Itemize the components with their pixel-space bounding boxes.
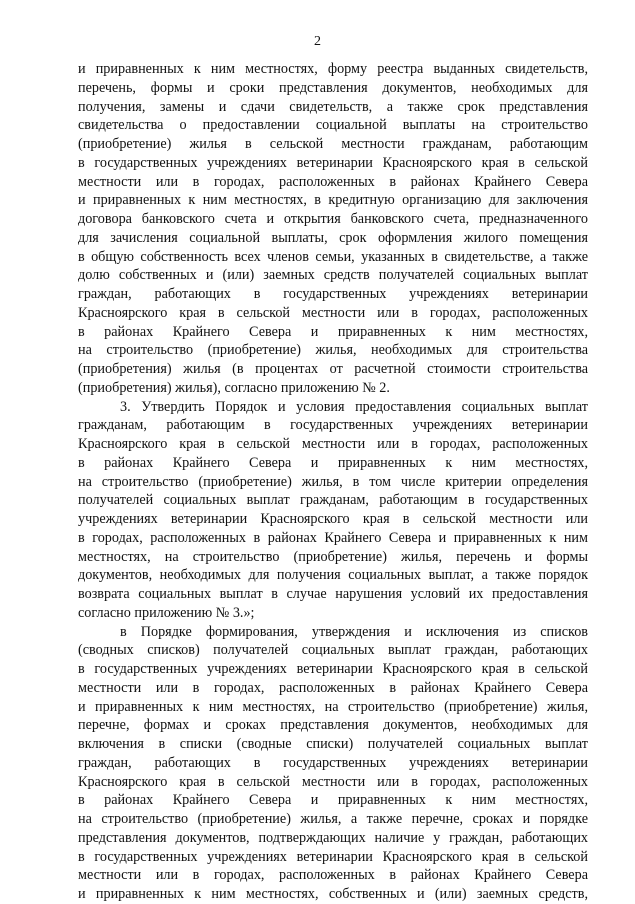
text-line: в государственных учреждениях ветеринарии Красноярского края в сельской (78, 661, 588, 677)
page-number: 2 (314, 34, 321, 49)
text-line: Красноярского края в сельской местности или в городах, расположенных (78, 304, 588, 321)
text-line: (приобретение) жилья в сельской местности гражданам, работающим (78, 136, 588, 152)
text-line: местности или в городах, расположенных в районах Крайнего Севера (78, 173, 588, 190)
text-line: долю собственных и (или) заемных средств получателей социальных выплат (78, 267, 588, 284)
text-line: включения в списки (сводные списки) получателей социальных выплат (78, 736, 588, 752)
text-line: и приравненных к ним местностях, собственных и (или) заемных средств, (78, 886, 588, 902)
text-line: граждан, работающих в государственных учреждениях ветеринарии (78, 286, 588, 302)
text-line: договора банковского счета и открытия банковского счета, предназначенного (78, 211, 588, 227)
text-line: возврата социальных выплат в случае нарушения условий их предоставления (78, 586, 588, 602)
text-line: Красноярского края в сельской местности или в городах, расположенных (78, 773, 588, 790)
text-line: свидетельства о предоставлении социальной выплаты на строительство (78, 117, 588, 134)
text-line: граждан, работающих в государственных учреждениях ветеринарии (78, 754, 588, 771)
text-line: учреждениях ветеринарии Красноярского края в сельской местности или (78, 511, 588, 527)
text-line: в государственных учреждениях ветеринарии Красноярского края в сельской (78, 848, 588, 865)
text-line: и приравненных к ним местностях, в кредитную организацию для заключения (78, 192, 588, 209)
text-line: в общую собственность всех членов семьи, указанных в свидетельстве, а также (78, 248, 588, 265)
text-line: и приравненных к ним местностях, на строительство (приобретение) жилья, (78, 698, 588, 715)
text-line: в районах Крайнего Севера и приравненных к ним местностях, (78, 454, 588, 471)
text-line: и приравненных к ним местностях, форму реестра выданных свидетельств, (78, 61, 588, 77)
text-line: в Порядке формирования, утверждения и исключения из списков (120, 623, 588, 640)
text-line: на строительство (приобретение) жилья, в том числе критерии определения (78, 473, 588, 490)
document-body (78, 60, 588, 904)
text-line: местности или в городах, расположенных в районах Крайнего Севера (78, 867, 588, 884)
text-line: 3. Утвердить Порядок и условия предоставления социальных выплат (120, 398, 588, 415)
text-line: местностях, на строительство (приобретение) жилья, перечень и формы (78, 548, 588, 565)
text-line: документов, необходимых для получения социальных выплат, а также порядок (78, 567, 588, 584)
text-line: местности или в городах, расположенных в районах Крайнего Севера (78, 679, 588, 696)
text-line: согласно приложению № 3.»; (78, 604, 255, 621)
text-line: получателей социальных выплат гражданам, работающим в государственных (78, 492, 588, 509)
text-line: в районах Крайнего Севера и приравненных к ним местностях, (78, 323, 588, 340)
text-line: в районах Крайнего Севера и приравненных к ним местностях, (78, 792, 588, 809)
text-line: на строительство (приобретение) жилья, а также перечне, сроках и порядке (78, 811, 588, 827)
text-line: (сводных списков) получателей социальных выплат граждан, работающих (78, 642, 588, 659)
text-line: получения, замены и сдачи свидетельств, а также срок представления (78, 98, 588, 115)
text-line: на строительство (приобретение) жилья, необходимых для строительства (78, 342, 588, 359)
text-line: (приобретения) жилья), согласно приложению № 2. (78, 379, 390, 396)
text-line: для зачисления социальной выплаты, срок оформления жилого помещения (78, 229, 588, 246)
text-line: представления документов, подтверждающих наличие у граждан, работающих (78, 829, 588, 846)
text-line: в государственных учреждениях ветеринарии Красноярского края в сельской (78, 154, 588, 171)
text-line: в городах, расположенных в районах Крайнего Севера и приравненных к ним (78, 529, 588, 546)
text-line: (приобретения) жилья (в процентах от расчетной стоимости строительства (78, 361, 588, 377)
text-line: перечне, формах и сроках представления документов, необходимых для (78, 717, 588, 734)
text-line: перечень, формы и сроки представления документов, необходимых для (78, 79, 588, 96)
text-line: Красноярского края в сельской местности или в городах, расположенных (78, 436, 588, 452)
text-line: гражданам, работающим в государственных учреждениях ветеринарии (78, 417, 588, 434)
